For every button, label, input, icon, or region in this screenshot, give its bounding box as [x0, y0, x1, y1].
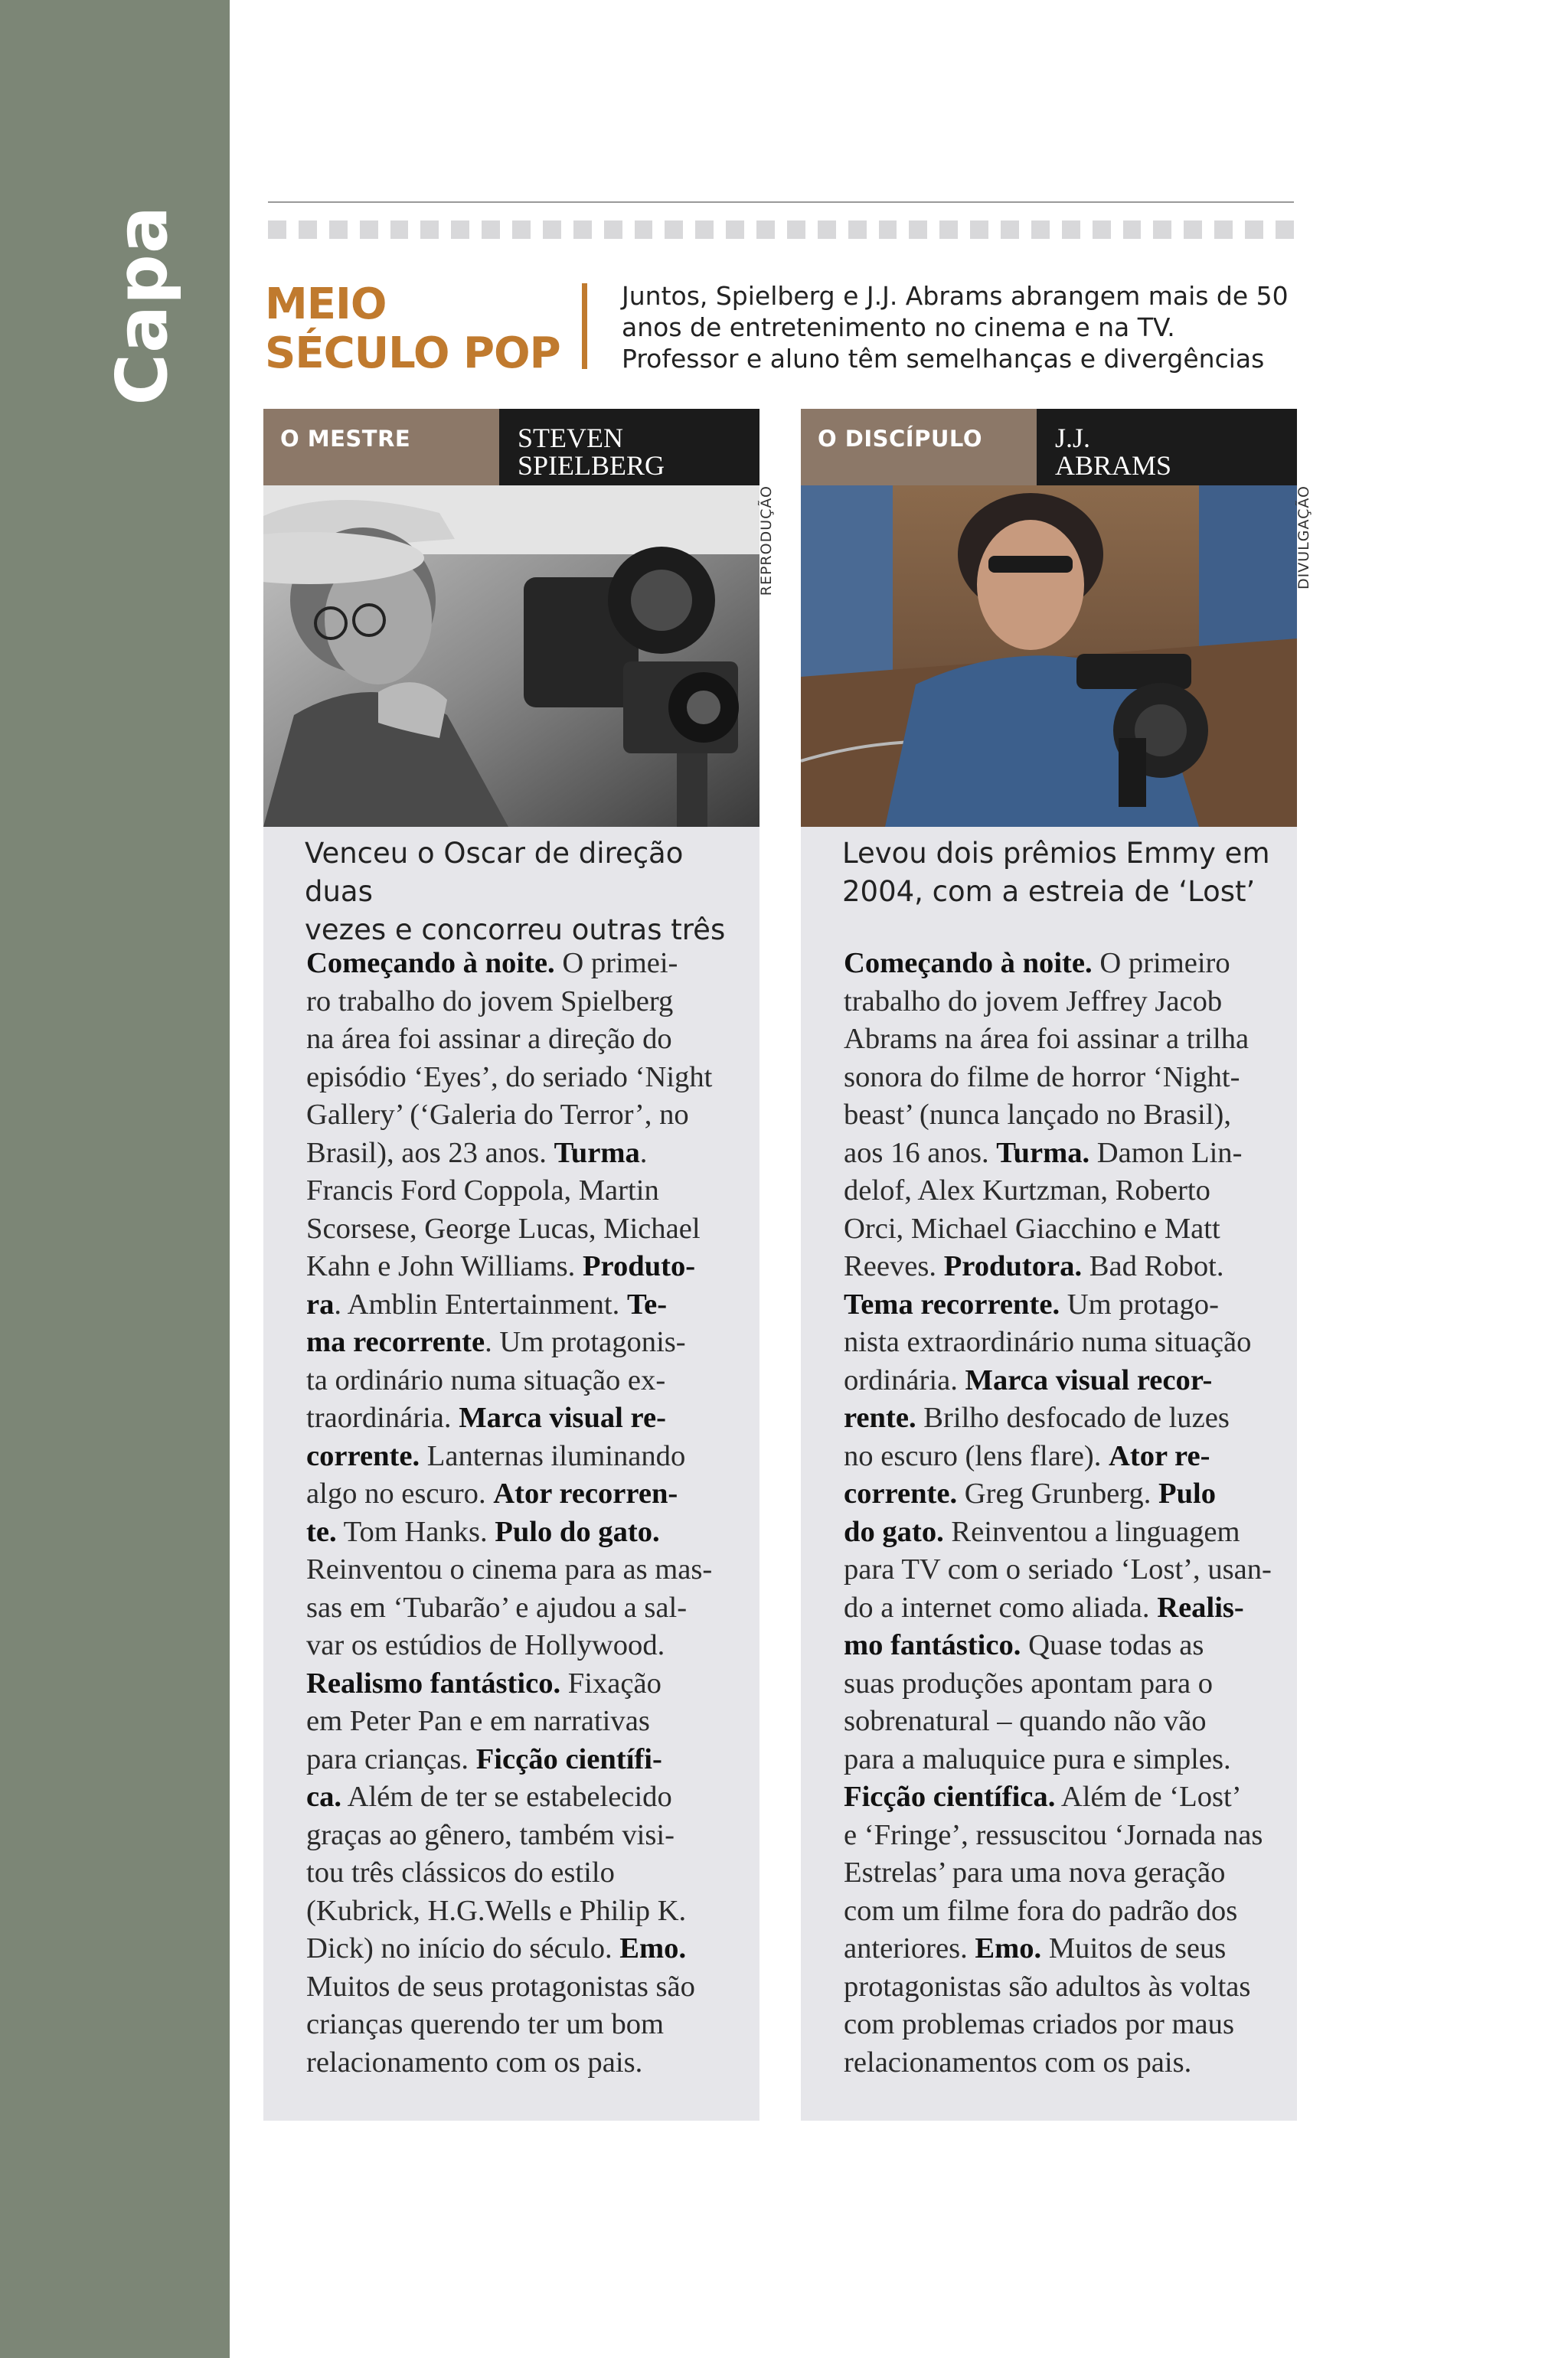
dek-line: anos de entretenimento no cinema e na TV. — [622, 312, 1175, 342]
body-run-bold: Produto- — [582, 1250, 696, 1282]
body-line — [844, 1627, 1279, 1665]
body-run: e ‘Fringe’, ressuscitou ‘Jornada nas — [844, 1818, 1263, 1851]
film-strip-square — [329, 220, 348, 239]
body-line — [844, 1968, 1279, 2007]
body-line — [306, 1589, 741, 1628]
caption-line: Levou dois prêmios Emmy em — [842, 837, 1270, 870]
film-strip-square — [360, 220, 378, 239]
body-line — [844, 1021, 1279, 1059]
body-line — [306, 1817, 741, 1855]
body-run: Um protago- — [1060, 1288, 1219, 1321]
film-strip-square — [451, 220, 469, 239]
film-strip-square — [848, 220, 867, 239]
body-run-bold: Começando à noite. — [844, 947, 1093, 979]
body-line — [844, 2006, 1279, 2044]
film-strip-square — [573, 220, 592, 239]
body-run: para a maluquice pura e simples. — [844, 1742, 1231, 1775]
body-line — [844, 1475, 1279, 1514]
body-run: Kahn e John Williams. — [306, 1250, 583, 1282]
body-run-bold: Pulo — [1158, 1478, 1217, 1510]
headline-line: SÉCULO POP — [265, 328, 560, 378]
body-line — [844, 1817, 1279, 1855]
film-strip-square — [756, 220, 775, 239]
body-run: Orci, Michael Giacchino e Matt — [844, 1212, 1220, 1245]
body-run-bold: Emo. — [975, 1932, 1042, 1964]
film-strip-square — [1276, 220, 1294, 239]
dek-line: Juntos, Spielberg e J.J. Abrams abrangem mais de 50 — [622, 281, 1289, 311]
body-run: graças ao gênero, também visi- — [306, 1818, 675, 1851]
body-line — [844, 1362, 1279, 1400]
body-run: do a internet como aliada. — [844, 1591, 1158, 1624]
body-run: crianças querendo ter um bom — [306, 2008, 665, 2040]
film-strip-square — [1184, 220, 1202, 239]
body-run: ta ordinário numa situação ex- — [306, 1364, 666, 1396]
body-line — [306, 945, 741, 983]
body-run: Greg Grunberg. — [957, 1478, 1158, 1510]
caption-line: 2004, com a estreia de ‘Lost’ — [842, 875, 1256, 908]
body-line — [844, 1589, 1279, 1628]
film-strip-square — [818, 220, 836, 239]
body-run: relacionamento com os pais. — [306, 2046, 643, 2079]
film-strip-square — [635, 220, 653, 239]
body-line — [844, 983, 1279, 1021]
profile-name — [499, 409, 760, 485]
body-run: Brasil), aos 23 anos. — [306, 1136, 554, 1169]
body-run: . Um protagonis- — [485, 1326, 686, 1358]
body-run: Tom Hanks. — [336, 1515, 495, 1548]
body-run: delof, Alex Kurtzman, Roberto — [844, 1174, 1210, 1207]
film-strip-square — [970, 220, 988, 239]
film-strip-square — [299, 220, 317, 239]
body-run: Abrams na área foi assinar a trilha — [844, 1023, 1250, 1055]
body-line — [844, 1059, 1279, 1097]
body-line — [306, 1286, 741, 1324]
body-run: Francis Ford Coppola, Martin — [306, 1174, 659, 1207]
body-line — [306, 1703, 741, 1741]
abrams-photo — [801, 485, 1297, 827]
film-strip-square — [390, 220, 409, 239]
film-strip-square — [665, 220, 683, 239]
photo-credit — [1295, 485, 1314, 608]
body-line — [306, 1021, 741, 1059]
body-line — [306, 1893, 741, 1931]
body-line — [844, 1741, 1279, 1779]
photo-credit — [758, 485, 776, 608]
body-line — [306, 983, 741, 1021]
film-strip-square — [1245, 220, 1263, 239]
film-strip-square — [604, 220, 622, 239]
profile-name-line: J.J. — [1055, 423, 1091, 453]
profile-tag — [263, 409, 760, 485]
body-run: O primei- — [554, 947, 678, 979]
body-run: ordinária. — [844, 1364, 965, 1396]
body-run: no escuro (lens flare). — [844, 1439, 1109, 1472]
photo-caption — [305, 834, 741, 949]
film-strip-divider — [268, 220, 1294, 242]
body-run: Dick) no início do século. — [306, 1932, 620, 1964]
profile-name-line: STEVEN — [518, 423, 623, 453]
body-run-bold: Tema recorrente. — [844, 1288, 1060, 1321]
body-line — [844, 1096, 1279, 1135]
body-run-bold: te. — [306, 1515, 337, 1548]
body-run-bold: Realis- — [1157, 1591, 1244, 1624]
body-line — [306, 1135, 741, 1173]
body-run-bold: rente. — [844, 1402, 916, 1434]
body-run-bold: Ator recorren- — [493, 1478, 678, 1510]
body-line — [306, 1627, 741, 1665]
body-line — [306, 1514, 741, 1552]
body-run: para crianças. — [306, 1742, 476, 1775]
body-line — [306, 2006, 741, 2044]
photo-credit-text: DIVULGAÇÃO — [1295, 485, 1312, 590]
body-run-bold: Te- — [626, 1288, 668, 1321]
body-line — [306, 1362, 741, 1400]
profile-column-mestre — [263, 409, 760, 2121]
body-line — [844, 1324, 1279, 1362]
body-line — [306, 1854, 741, 1893]
body-run: . Amblin Entertainment. — [334, 1288, 627, 1321]
section-label — [101, 205, 291, 406]
profile-tag — [801, 409, 1297, 485]
body-line — [844, 1665, 1279, 1703]
profile-name — [1037, 409, 1297, 485]
body-run: protagonistas são adultos às voltas — [844, 1970, 1251, 2003]
body-run-bold: Ator re- — [1108, 1439, 1210, 1472]
body-run-bold: Turma. — [996, 1136, 1090, 1169]
film-strip-square — [543, 220, 561, 239]
film-strip-square — [695, 220, 714, 239]
profile-name-line: SPIELBERG — [518, 450, 665, 481]
body-line — [844, 1551, 1279, 1589]
body-line — [306, 1741, 741, 1779]
body-line — [844, 1399, 1279, 1438]
body-run: Além de ‘Lost’ — [1055, 1781, 1242, 1813]
body-line — [844, 1703, 1279, 1741]
caption-line: Venceu o Oscar de direção duas — [305, 837, 684, 908]
body-run-bold: ca. — [306, 1781, 342, 1813]
body-run: Brilho desfocado de luzes — [916, 1402, 1230, 1434]
body-run: suas produções apontam para o — [844, 1667, 1214, 1700]
body-run-bold: Turma — [554, 1136, 640, 1169]
body-run: sobrenatural – quando não vão — [844, 1705, 1207, 1737]
profile-role: O MESTRE — [263, 409, 499, 485]
dek — [622, 280, 1295, 374]
body-line — [306, 1324, 741, 1362]
body-line — [844, 1778, 1279, 1817]
film-strip-square — [1123, 220, 1142, 239]
body-line — [844, 1893, 1279, 1931]
film-strip-square — [482, 220, 500, 239]
body-run: com um filme fora do padrão dos — [844, 1894, 1238, 1927]
body-run: com problemas criados por maus — [844, 2008, 1234, 2040]
body-line — [844, 1854, 1279, 1893]
body-run: Quase todas as — [1021, 1629, 1204, 1661]
body-run: tou três clássicos do estilo — [306, 1857, 615, 1889]
film-strip-square — [909, 220, 927, 239]
body-line — [306, 1438, 741, 1476]
body-run: O primeiro — [1092, 947, 1230, 979]
body-run-bold: Ficção científi- — [475, 1742, 662, 1775]
abrams-photo-image — [801, 485, 1297, 827]
body-run-bold: Ficção científica. — [844, 1781, 1056, 1813]
profile-body — [306, 945, 741, 2082]
body-run-bold: do gato. — [844, 1515, 944, 1548]
profile-body — [844, 945, 1279, 2082]
body-run-bold: Realismo fantástico. — [306, 1667, 561, 1700]
body-line — [844, 945, 1279, 983]
body-run: relacionamentos com os pais. — [844, 2046, 1192, 2079]
body-run: beast’ (nunca lançado no Brasil), — [844, 1099, 1231, 1131]
body-run: Fixação — [560, 1667, 662, 1700]
body-run: Bad Robot. — [1082, 1250, 1224, 1282]
spielberg-photo — [263, 485, 760, 827]
body-run-bold: Produtora. — [943, 1250, 1083, 1282]
body-line — [844, 1930, 1279, 1968]
profile-name-line: ABRAMS — [1055, 450, 1172, 481]
body-line — [844, 1248, 1279, 1286]
body-run: Estrelas’ para uma nova geração — [844, 1857, 1226, 1889]
film-strip-square — [420, 220, 439, 239]
film-strip-square — [1093, 220, 1111, 239]
film-strip-square — [1031, 220, 1050, 239]
film-strip-square — [1001, 220, 1019, 239]
body-line — [306, 1930, 741, 1968]
body-run: Damon Lin- — [1089, 1136, 1243, 1169]
body-run: Além de ter se estabelecido — [341, 1781, 672, 1813]
spielberg-photo-image — [263, 485, 760, 827]
film-strip-square — [726, 220, 744, 239]
body-run: trabalho do jovem Jeffrey Jacob — [844, 985, 1223, 1017]
body-line — [306, 1096, 741, 1135]
body-line — [306, 1475, 741, 1514]
body-run-bold: ra — [306, 1288, 335, 1321]
body-run: Reeves. — [844, 1250, 944, 1282]
film-strip-square — [1153, 220, 1171, 239]
film-strip-square — [1214, 220, 1233, 239]
body-run: episódio ‘Eyes’, do seriado ‘Night — [306, 1060, 713, 1093]
body-run-bold: mo fantástico. — [844, 1629, 1021, 1661]
headline-line: MEIO — [265, 279, 387, 329]
body-run: Lanternas iluminando — [420, 1439, 686, 1472]
body-run: para TV com o seriado ‘Lost’, usan- — [844, 1553, 1272, 1586]
top-rule — [268, 201, 1294, 203]
body-line — [306, 1248, 741, 1286]
body-line — [306, 1210, 741, 1249]
body-run: traordinária. — [306, 1402, 459, 1434]
film-strip-square — [879, 220, 897, 239]
body-run: Gallery’ (‘Galeria do Terror’, no — [306, 1099, 689, 1131]
body-run-bold: ma recorrente — [306, 1326, 485, 1358]
body-line — [306, 1399, 741, 1438]
photo-caption — [842, 834, 1279, 911]
film-strip-square — [787, 220, 805, 239]
body-run: var os estúdios de Hollywood. — [306, 1629, 665, 1661]
body-run-bold: Marca visual re- — [459, 1402, 666, 1434]
body-run: . — [639, 1136, 648, 1169]
body-line — [844, 1135, 1279, 1173]
body-run-bold: Marca visual recor- — [965, 1364, 1213, 1396]
body-run: Reinventou a linguagem — [943, 1515, 1240, 1548]
body-run: sas em ‘Tubarão’ e ajudou a sal- — [306, 1591, 688, 1624]
body-run: ro trabalho do jovem Spielberg — [306, 985, 674, 1017]
section-label-text: Capa — [101, 205, 183, 406]
body-run: nista extraordinário numa situação — [844, 1326, 1252, 1358]
body-run-bold: Emo. — [619, 1932, 687, 1964]
body-line — [306, 1172, 741, 1210]
body-run: algo no escuro. — [306, 1478, 494, 1510]
body-run: anteriores. — [844, 1932, 975, 1964]
body-run-bold: corrente. — [306, 1439, 420, 1472]
body-line — [306, 1665, 741, 1703]
headline — [265, 280, 560, 378]
body-run-bold: corrente. — [844, 1478, 958, 1510]
body-line — [306, 1778, 741, 1817]
body-line — [844, 1210, 1279, 1249]
body-line — [306, 1059, 741, 1097]
profile-column-discipulo — [801, 409, 1297, 2121]
body-line — [306, 2044, 741, 2082]
film-strip-square — [1062, 220, 1080, 239]
headline-divider — [582, 283, 587, 369]
body-run: (Kubrick, H.G.Wells e Philip K. — [306, 1894, 687, 1927]
profile-role: O DISCÍPULO — [801, 409, 1037, 485]
body-line — [844, 1172, 1279, 1210]
body-line — [306, 1551, 741, 1589]
body-run: sonora do filme de horror ‘Night- — [844, 1060, 1240, 1093]
body-run: na área foi assinar a direção do — [306, 1023, 672, 1055]
body-line — [844, 1438, 1279, 1476]
photo-credit-text: REPRODUÇÃO — [758, 485, 775, 596]
body-line — [844, 2044, 1279, 2082]
film-strip-square — [268, 220, 286, 239]
body-run: Muitos de seus protagonistas são — [306, 1970, 695, 2003]
body-line — [844, 1514, 1279, 1552]
body-run: aos 16 anos. — [844, 1136, 997, 1169]
body-run-bold: Começando à noite. — [306, 947, 555, 979]
body-run: em Peter Pan e em narrativas — [306, 1705, 650, 1737]
body-line — [844, 1286, 1279, 1324]
caption-line: vezes e concorreu outras três — [305, 913, 726, 946]
body-run: Scorsese, George Lucas, Michael — [306, 1212, 701, 1245]
dek-line: Professor e aluno têm semelhanças e divergências — [622, 344, 1265, 374]
film-strip-square — [939, 220, 958, 239]
body-run: Muitos de seus — [1041, 1932, 1227, 1964]
body-run-bold: Pulo do gato. — [495, 1515, 660, 1548]
body-run: Reinventou o cinema para as mas- — [306, 1553, 713, 1586]
body-line — [306, 1968, 741, 2007]
film-strip-square — [512, 220, 531, 239]
